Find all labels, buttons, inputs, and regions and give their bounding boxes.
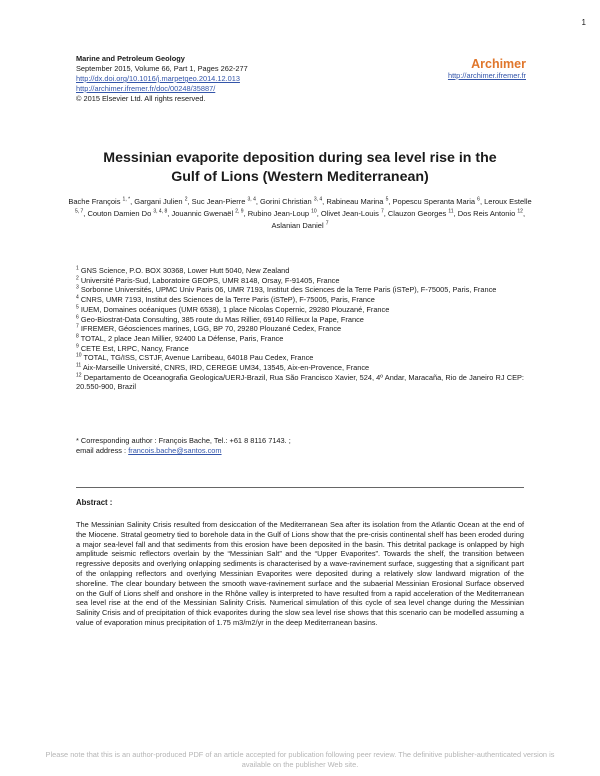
author [458,209,525,218]
author-separator: , [187,197,192,206]
affiliation-number: 12 [76,372,82,379]
author-separator: , [316,209,321,218]
affiliation-number: 3 [76,284,79,291]
copyright: © 2015 Elsevier Ltd. All rights reserved. [76,94,206,103]
author [68,197,134,206]
affiliation [76,344,524,354]
email-link[interactable]: francois.bache@santos.com [128,446,222,455]
affiliation-text: IFREMER, Géosciences marines, LGG, BP 70, 29280 Plouzané Cedex, France [80,324,342,334]
affiliation-number: 10 [76,352,82,359]
author-affiliation-ref: 10 [311,208,317,215]
author-name: Rubino Jean-Loup [247,209,310,218]
affiliation-text: TOTAL, TG/ISS, CSTJF, Avenue Larribeau, 64018 Pau Cedex, France [83,353,314,363]
journal-issue: September 2015, Volume 66, Part 1, Pages 262-277 [76,64,248,73]
affiliation-number: 2 [76,275,79,282]
author [326,197,392,206]
affiliation-text: Université Paris-Sud, Laboratoire GEOPS, UMR 8148, Orsay, F-91405, France [80,275,340,285]
affiliation-text: GNS Science, P.O. BOX 30368, Lower Hutt 5040, New Zealand [80,266,290,275]
affiliation [76,295,524,305]
author-affiliation-ref: 2 [184,196,188,203]
affiliation [76,334,524,344]
author-name: Clauzon Georges [387,209,447,218]
author-pdf-notice: Please note that this is an author-produced PDF of an article accepted for publication following peer review. The definitive publisher-authenticated version is available on the publisher Web site. [45,750,555,769]
corresponding-author: * Corresponding author : François Bache, Tel.: +61 8 8116 7143. ; [76,436,291,445]
author [272,221,329,230]
affiliation-number: 8 [76,333,79,340]
affiliation-text: Geo-Biostrat-Data Consulting, 385 route du Mas Rillier, 69140 Rillieux la Pape, France [80,314,364,324]
abstract-text: The Messinian Salinity Crisis resulted from desiccation of the Mediterranean Sea after its isolation from the Atlantic Ocean at the end of the Miocene. Stratal geometry tied to borehole data in the Gulf of Lions show that the pre-crisis continental shelf has been eroded during a major sea-level fall and that sediments from this erosion have been deposited in the basin. This detrital package is onlapped by high amplitude seismic reflectors overlain by the “Messinian Salt” and the “Upper Evaporites”. Towards the shelf, the transition between regressive deposits and overlying onlapping sediments is characterised by a wave-ravinement surface, suggesting that a significant part of the onlapping reflectors and overlying Messinian Evaporites were deposited during a relatively slow landward migration of the shoreline. The clear boundary between the smooth wave-ravinement surface and the subaerial Messinian Erosional Surface observed on the Gulf of Lions shelf and onshore in the Rhône valley is interpreted to have resulted from a rapid acceleration of the Mediterranean sea level rise at the end of the Messinian Salinity Crisis. Numerical simulation of this cycle of sea level change during the Messinian Salinity Crisis and of precipitation of thick evaporites during the slow sea level rise shows that this scenario can be modelled assuming a value of evaporation minus precipitation of 1.75 m3/m2/yr in the deep Mediterranean basins. [76,520,524,627]
author-affiliation-ref: 5 [385,196,389,203]
affiliation [76,315,524,325]
author [171,209,247,218]
author-separator: , [383,209,388,218]
affiliation-text: IUEM, Domaines océaniques (UMR 6538), 1 place Nicolas Copernic, 29280 Plouzané, France [80,304,390,314]
author-affiliation-ref: 3, 4 [247,196,256,203]
author-affiliation-ref: 7 [380,208,384,215]
affiliation-text: Sorbonne Universités, UPMC Univ Paris 06, UMR 7193, Institut des Sciences de la Terre Paris (iSTeP), F-75005, Paris, France [80,285,497,295]
author-name: Rabineau Marina [326,197,384,206]
author-name: Gargani Julien [134,197,183,206]
author-affiliation-ref: 2, 9 [235,208,244,215]
author-separator: , [130,197,135,206]
paper-title [76,149,524,186]
author-name: Olivet Jean-Louis [320,209,379,218]
author-name: Aslanian Daniel [271,221,324,230]
affiliation [76,324,524,334]
author [192,197,260,206]
author-separator: , [479,197,485,206]
contact-info [76,436,291,456]
author-separator: , [255,197,261,206]
affiliation [76,285,524,295]
affiliation [76,266,524,276]
affiliation-number: 5 [76,304,79,311]
author-affiliation-ref: 6 [477,196,480,203]
author-name: Dos Reis Antonio [457,209,516,218]
affiliation-text: TOTAL, 2 place Jean Millier, 92400 La Défense, Paris, France [80,333,284,343]
affiliation-number: 11 [76,362,82,369]
author-name: Leroux Estelle [484,197,532,206]
author-affiliation-ref: 3, 4, 8 [153,208,168,215]
author [388,209,458,218]
affiliation-number: 7 [76,323,79,330]
affiliation-text: CETE Est, LRPC, Nancy, France [80,343,189,353]
author-name: Jouannic Gwenaël [171,209,234,218]
author-affiliation-ref: 11 [448,208,454,215]
affiliation-text: Aix-Marseille Université, CNRS, IRD, CEREGE UM34, 13545, Aix-en-Provence, France [82,363,370,373]
author-affiliation-ref: 12 [517,208,523,215]
author-name: Gorini Christian [260,197,312,206]
journal-name: Marine and Petroleum Geology [76,54,185,63]
affiliation-number: 6 [76,314,79,321]
author-name: Bache François [68,197,121,206]
title-line-2: Gulf of Lions (Western Mediterranean) [171,168,429,185]
affiliation-text: CNRS, UMR 7193, Institut des Sciences de la Terre Paris (iSTeP), F-75005, Paris, France [80,295,375,305]
affiliation [76,276,524,286]
author-separator: , [243,209,248,218]
author-name: Suc Jean-Pierre [191,197,246,206]
author-affiliation-ref: 7 [325,220,329,227]
affiliation-number: 4 [76,294,79,301]
affiliation-number: 1 [76,265,79,272]
title-line-1: Messinian evaporite deposition during sea level rise in the [103,150,497,166]
archimer-doc-link[interactable]: http://archimer.ifremer.fr/doc/00248/35887/ [76,84,216,93]
affiliation-text: Departamento de Oceanografia Geologica/UERJ-Brazil, Rua São Francisco Xavier, 524, 4º Andar, Maracaña, Rio de Janeiro RJ CEP: 20.550-900, Brazil [76,372,524,392]
author-separator: , [167,209,172,218]
author-affiliation-ref: 1, * [122,196,131,203]
author [87,209,171,218]
affiliation [76,305,524,315]
author [393,197,485,206]
affiliation [76,363,524,373]
author-list [66,196,534,232]
author [260,197,326,206]
author-separator: , [83,209,88,218]
author-separator: , [322,197,327,206]
doi-link[interactable]: http://dx.doi.org/10.1016/j.marpetgeo.2014.12.013 [76,74,240,83]
author-name: Popescu Speranta Maria [392,197,476,206]
page-number: 1 [581,18,586,27]
archimer-block [448,57,526,80]
journal-info [76,54,248,104]
author-affiliation-ref: 3, 4 [313,196,323,203]
archimer-link[interactable]: http://archimer.ifremer.fr [447,71,526,80]
affiliation-number: 9 [76,343,79,350]
archimer-logo: Archimer [471,57,526,71]
affiliation-list [76,266,524,392]
email-label: email address : [76,446,127,455]
author-separator: , [388,197,393,206]
affiliation [76,353,524,363]
author-separator: , [453,209,458,218]
author [321,209,388,218]
abstract-heading: Abstract : [76,498,113,507]
affiliation [76,373,524,392]
author-name: Couton Damien Do [87,209,152,218]
author [134,197,191,206]
divider [76,487,524,488]
author-affiliation-ref: 5, 7 [74,208,84,215]
author-separator: , [522,209,526,218]
author [248,209,321,218]
